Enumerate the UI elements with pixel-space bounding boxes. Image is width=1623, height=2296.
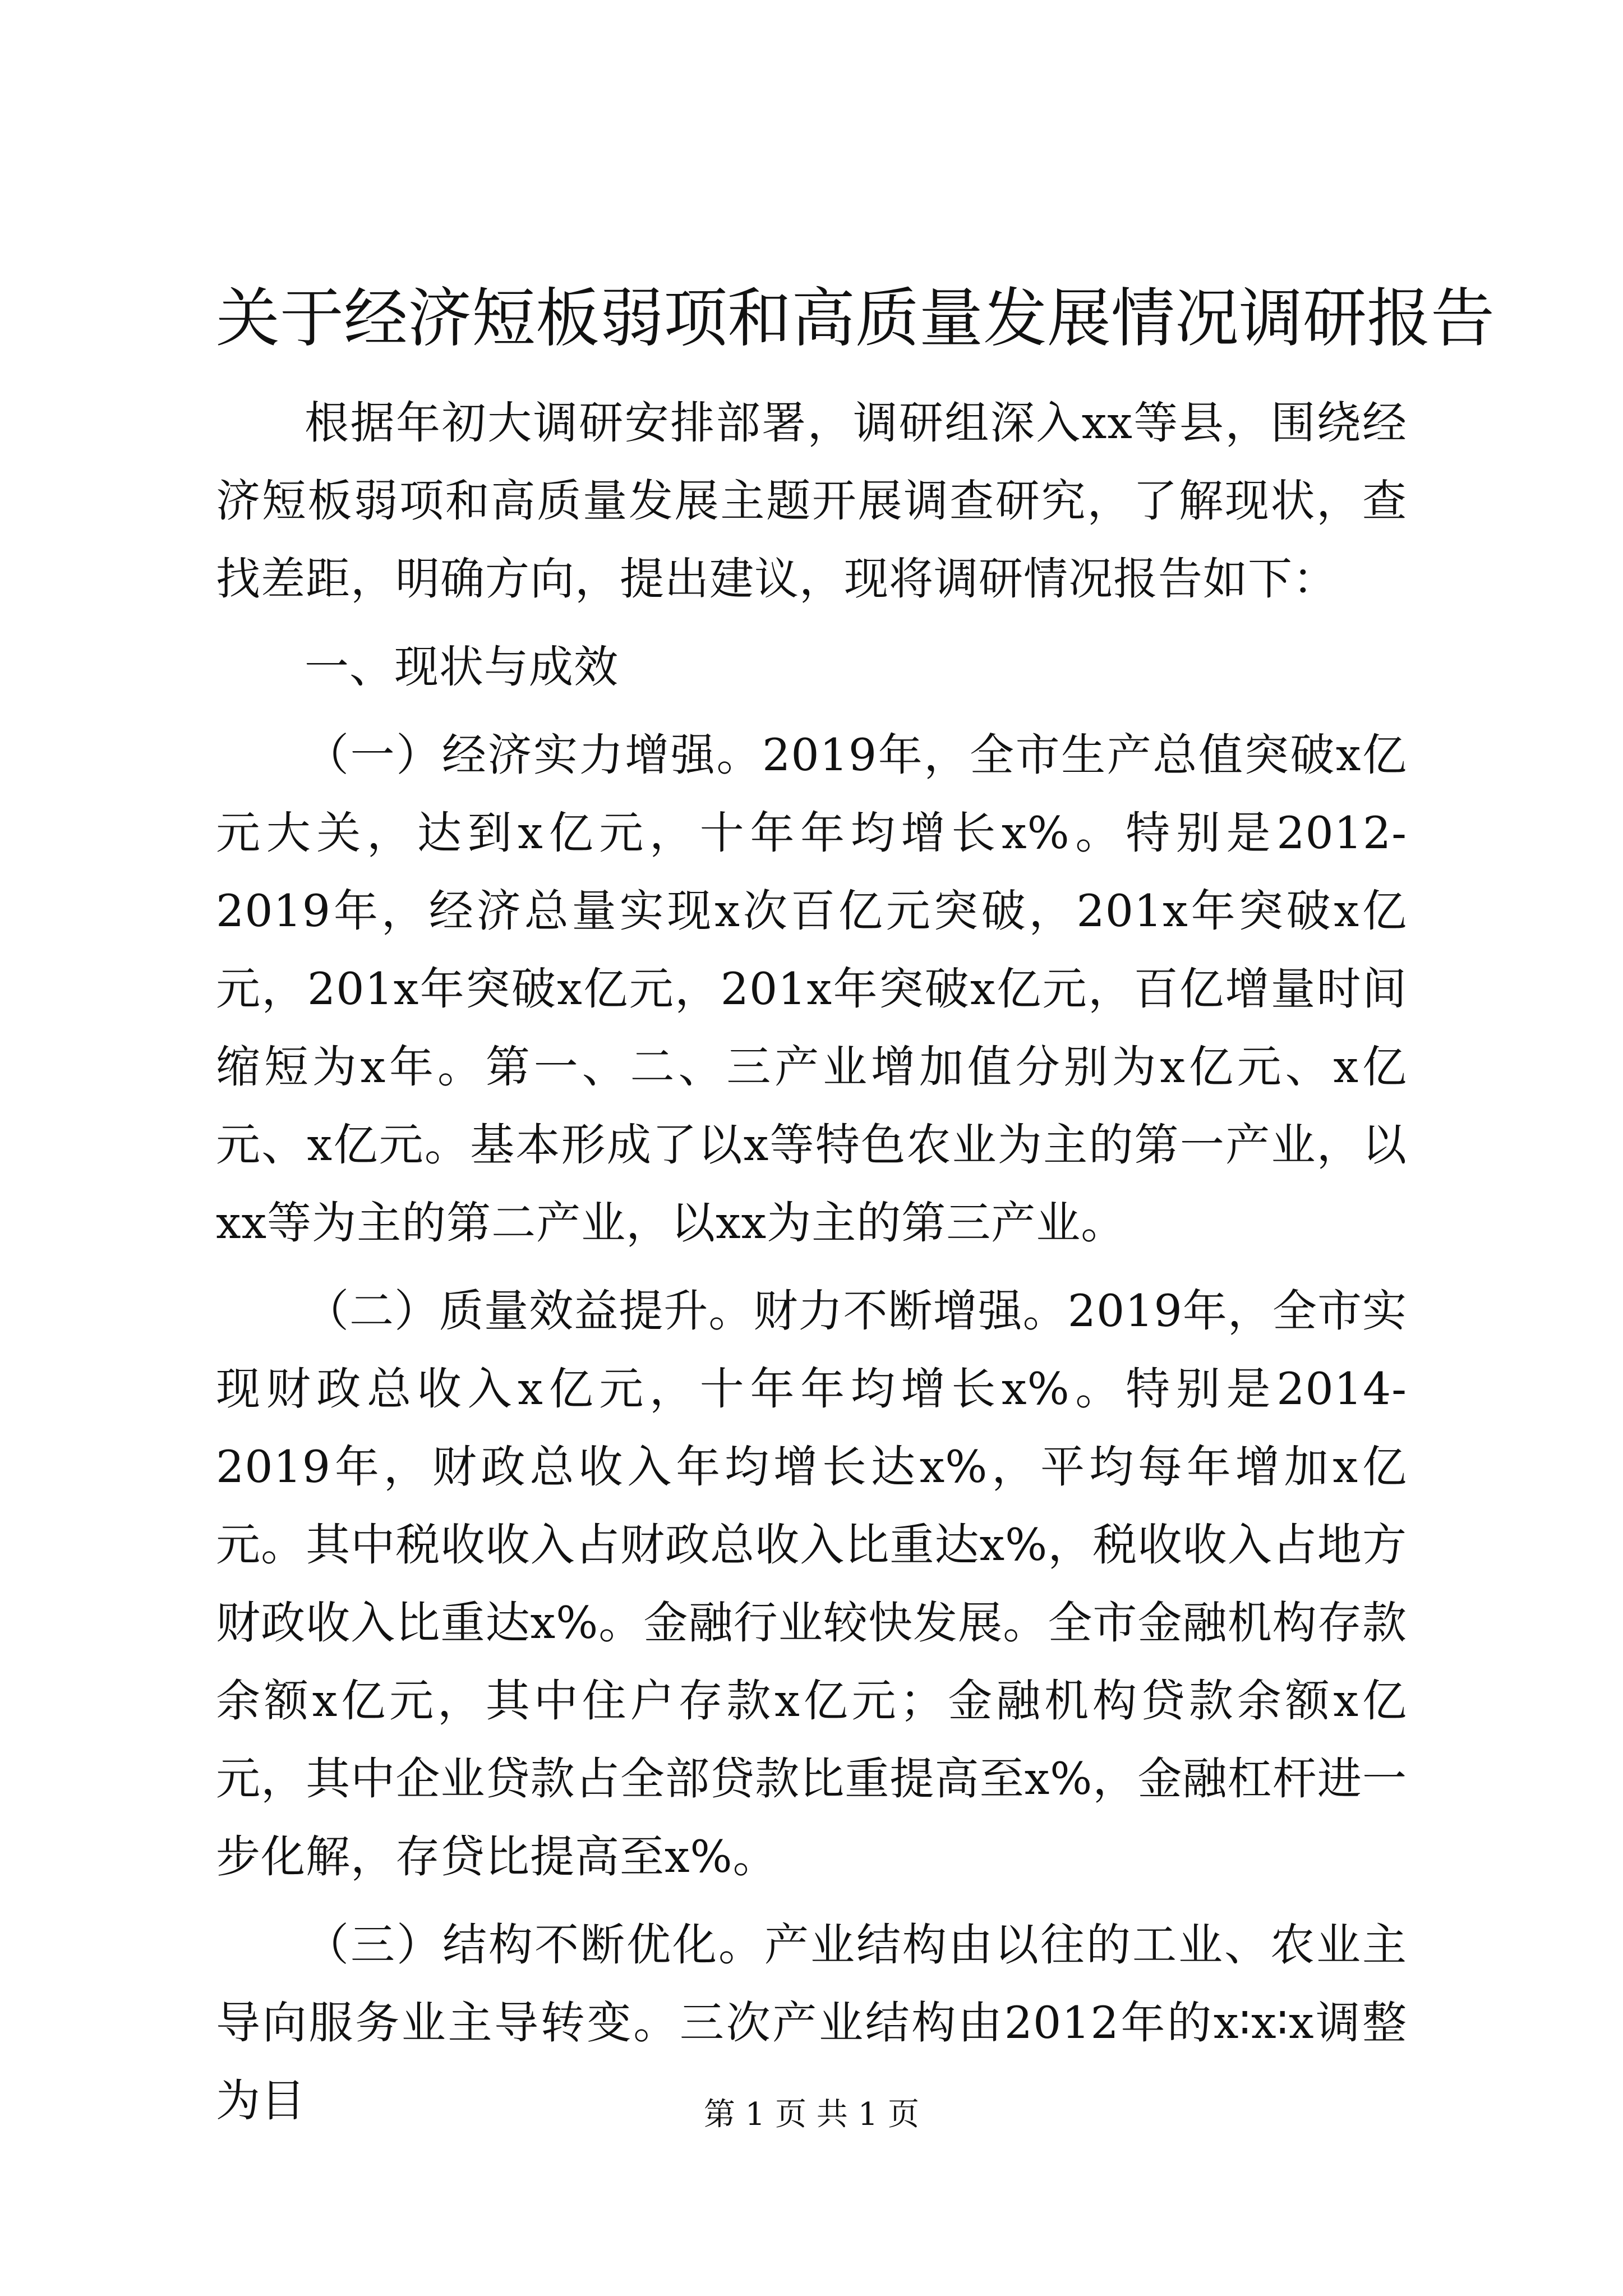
page-footer: 第 1 页 共 1 页	[703, 2096, 920, 2133]
paragraph-structure-optimization: （三）结构不断优化。产业结构由以往的工业、农业主导向服务业主导转变。三次产业结构由2012年的x∶x∶x调整为目	[216, 1919, 1407, 2127]
document-body	[216, 384, 1407, 2140]
paragraph-economic-strength: （一）经济实力增强。2019年，全市生产总值突破x亿元大关，达到x亿元，十年年均增长x%。特别是2012-2019年，经济总量实现x次百亿元突破，201x年突破x亿元，201x年突破x亿元，201x年突破x亿元，百亿增量时间缩短为x年。第一、二、三产业增加值分别为x亿元、x亿元、x亿元。基本形成了以x等特色农业为主的第一产业，以xx等为主的第二产业，以xx为主的第三产业。	[216, 729, 1407, 1249]
document-title: 关于经济短板弱项和高质量发展情况调研报告	[216, 281, 1495, 356]
paragraph-intro: 根据年初大调研安排部署，调研组深入xx等县，围绕经济短板弱项和高质量发展主题开展调查研究，了解现状，查找差距，明确方向，提出建议，现将调研情况报告如下：	[216, 397, 1407, 605]
section-heading-status: 一、现状与成效	[305, 641, 619, 693]
paragraph-quality-benefit: （二）质量效益提升。财力不断增强。2019年，全市实现财政总收入x亿元，十年年均增长x%。特别是2014-2019年，财政总收入年均增长达x%，平均每年增加x亿元。其中税收收入占财政总收入比重达x%，税收收入占地方财政收入比重达x%。金融行业较快发展。全市金融机构存款余额x亿元，其中住户存款x亿元；金融机构贷款余额x亿元，其中企业贷款占全部贷款比重提高至x%，金融杠杆进一步化解，存贷比提高至x%。	[216, 1285, 1407, 1883]
